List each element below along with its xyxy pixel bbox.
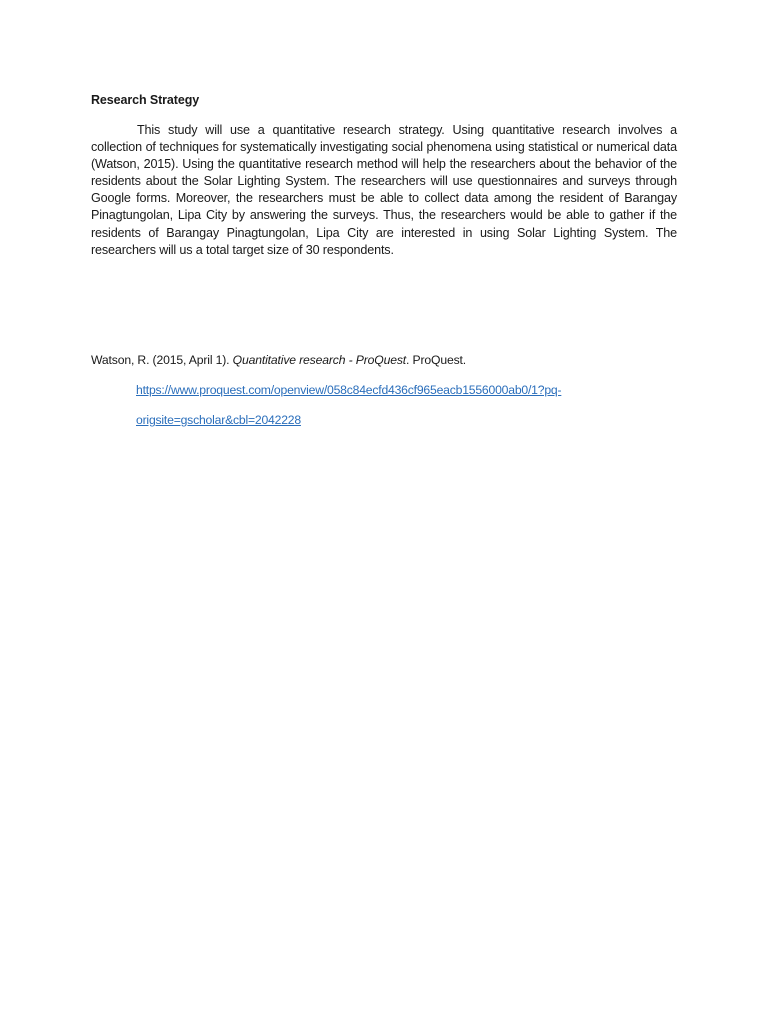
body-paragraph: This study will use a quantitative research strategy. Using quantitative research involves a collection of techniques for systematically investigating social phenomena using statistical or numerical data (Watson, 2015). Using the quantitative research method will help the researchers about the behavior of the residents about the Solar Lighting System. The researchers will use questionnaires and surveys through Google forms. Moreover, the researchers must be able to collect data among the resident of Barangay Pinagtungolan, Lipa City by answering the surveys. Thus, the researchers would be able to gather if the residents of Barangay Pinagtungolan, Lipa City are interested in using Solar Lighting System. The researchers will us a total target size of 30 respondents. [91, 123, 677, 257]
section-heading: Research Strategy [91, 93, 200, 107]
reference-publisher: . ProQuest. [406, 353, 467, 367]
reference-url-link-line2[interactable]: origsite=gscholar&cbl=2042228 [136, 413, 301, 427]
reference-url-link-line1[interactable]: https://www.proquest.com/openview/058c84ecfd436cf965eacb1556000ab0/1?pq- [136, 383, 562, 397]
reference-entry [91, 353, 466, 367]
reference-author-date: Watson, R. (2015, April 1). [91, 353, 233, 367]
reference-title: Quantitative research - ProQuest [232, 353, 407, 367]
